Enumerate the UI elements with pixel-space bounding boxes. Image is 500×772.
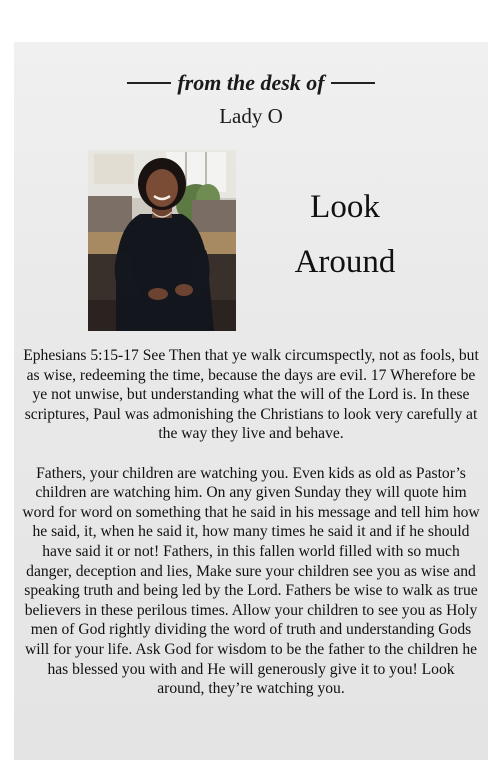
right-rule-divider xyxy=(331,82,375,84)
author-name: Lady O xyxy=(219,104,283,128)
article-title xyxy=(260,180,430,290)
from-desk-label: from the desk of xyxy=(177,70,325,95)
body-paragraph-2: Fathers, your children are watching you. Even kids as old as Pastor’s children are watching him. On any given Sunday they will quote him word for word on something that he said in his message and tell him how he said, it, when he said it, how many times he said it and if he should have said it or not! Fathers, in this fallen world filled with so much danger, deception and lies, Make sure your children see you as wise and speaking truth and being led by the Lord. Fathers be wise to walk as true believers in these perilous times. Allow your children to see you as Holy men of God rightly dividing the word of truth and understanding Gods will for your life. Ask God for wisdom to be the father to the children he has blessed you with and He will generously give it to you! Look around, they’re watching you. xyxy=(22,464,480,698)
author-photo xyxy=(88,150,236,331)
body-paragraph-1: Ephesians 5:15-17 See Then that ye walk circumspectly, not as fools, but as wise, redeeming the time, because the days are evil. 17 Wherefore be ye not unwise, but understanding what the will of the Lord is. In these scriptures, Paul was admonishing the Christians to look very carefully at the way they live and behave. xyxy=(23,347,479,443)
title-line-2: Around xyxy=(294,244,396,280)
title-line-1: Look xyxy=(310,189,380,225)
header-byline xyxy=(14,70,488,96)
article-page xyxy=(14,42,488,760)
left-rule-divider xyxy=(127,82,171,84)
article-body xyxy=(22,346,480,699)
